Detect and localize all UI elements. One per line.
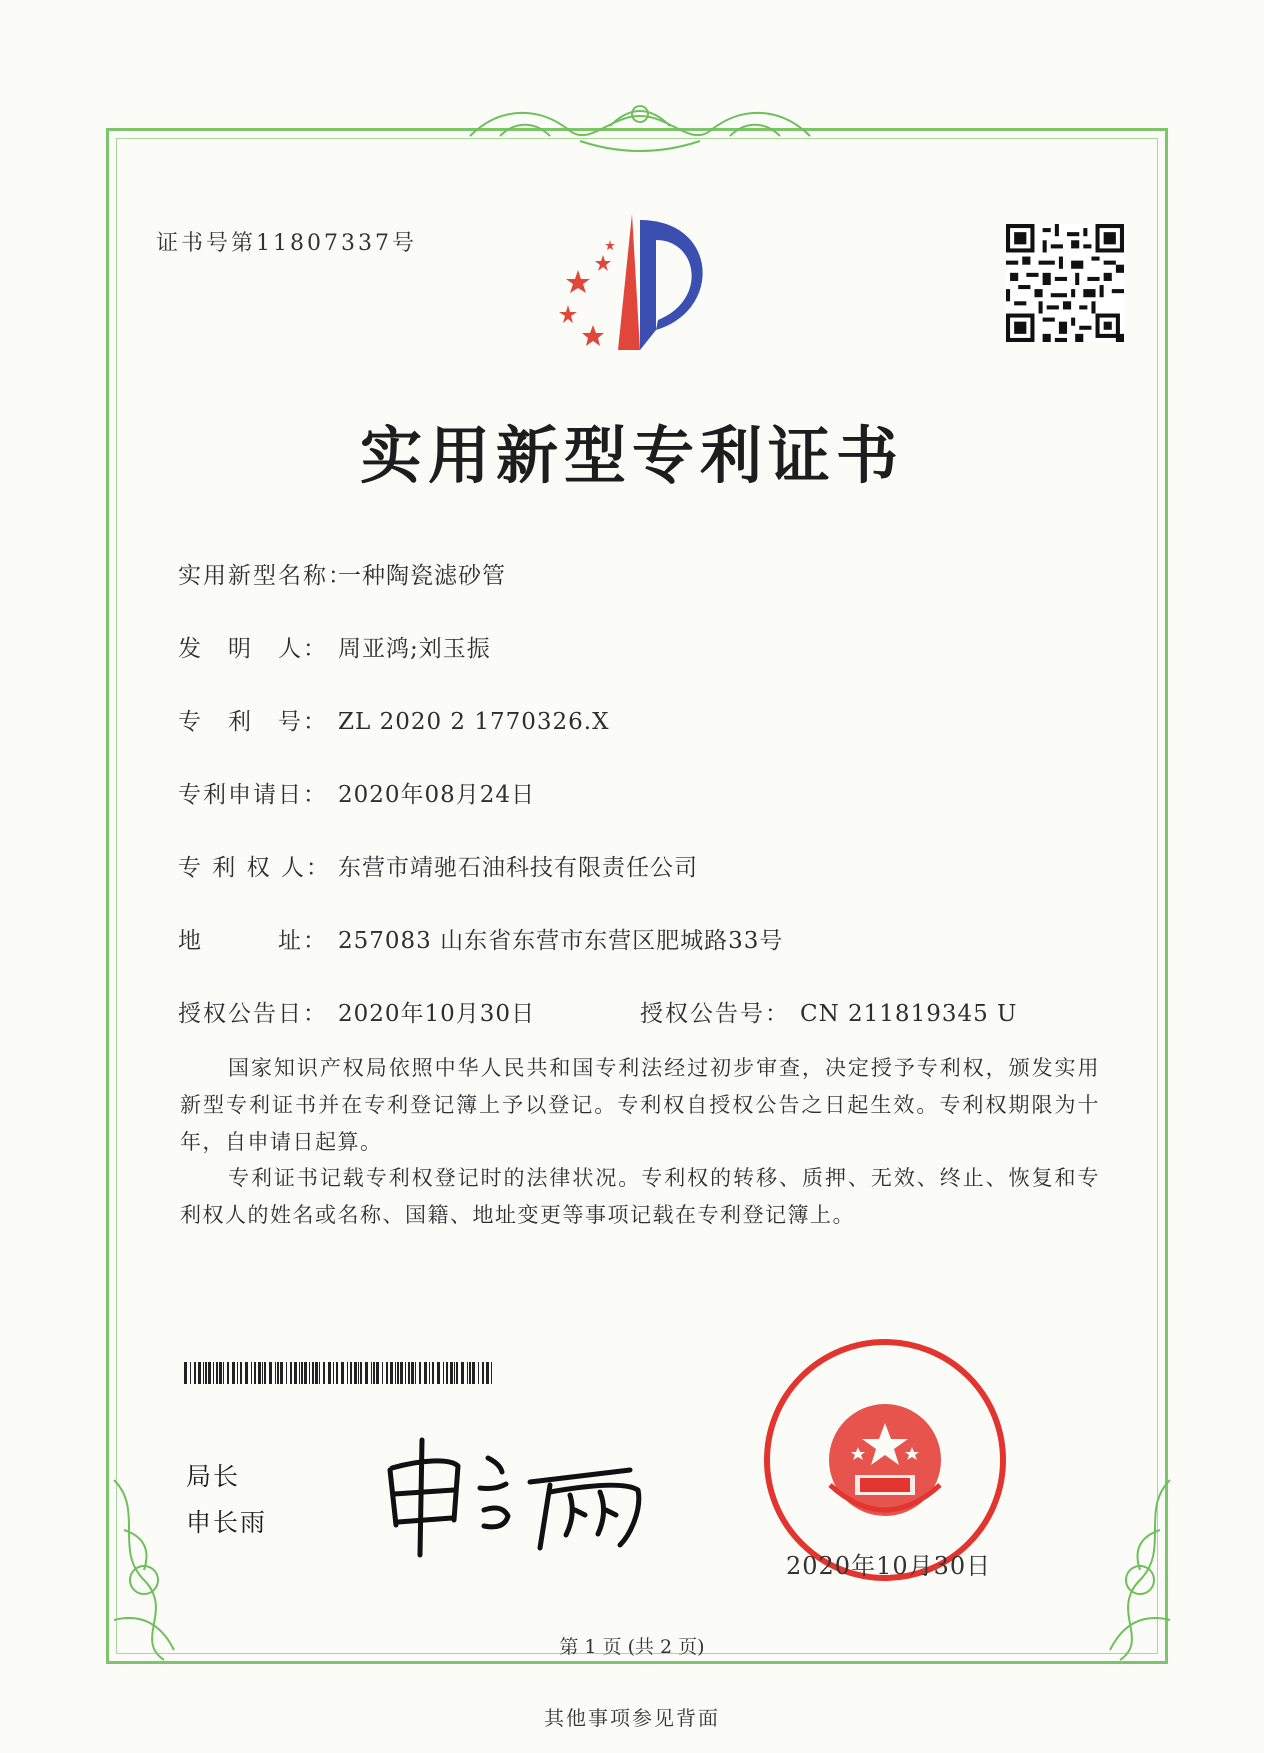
certificate-number: 证书号第11807337号 bbox=[156, 231, 417, 256]
field-value: 周亚鸿;刘玉振 bbox=[338, 636, 491, 662]
director-name: 申长雨 bbox=[186, 1508, 268, 1537]
footer-note: 其他事项参见背面 bbox=[544, 1706, 720, 1730]
top-ornament-icon bbox=[460, 96, 820, 156]
field-label: 专 利 权 人： bbox=[178, 855, 331, 881]
page-indicator: 第 1 页 (共 2 页) bbox=[559, 1636, 705, 1658]
field-label: 授权公告号： bbox=[640, 1001, 790, 1027]
statement-paragraph: 国家知识产权局依照中华人民共和国专利法经过初步审查，决定授予专利权，颁发实用新型专利证书并在专利登记簿上予以登记。专利权自授权公告之日起生效。专利权期限为十年，自申请日起算。 bbox=[180, 1056, 1100, 1154]
field-patentee bbox=[178, 849, 698, 882]
field-label: 专利申请日： bbox=[178, 782, 328, 808]
field-label: 专 利 号： bbox=[178, 709, 328, 735]
field-value: 257083 山东省东营市东营区肥城路33号 bbox=[338, 928, 784, 954]
field-value: 一种陶瓷滤砂管 bbox=[338, 563, 506, 589]
statement-paragraph: 专利证书记载专利权登记时的法律状况。专利权的转移、质押、无效、终止、恢复和专利权人的姓名或名称、国籍、地址变更等事项记载在专利登记簿上。 bbox=[180, 1166, 1100, 1227]
certificate-title: 实用新型专利证书 bbox=[359, 419, 904, 492]
field-label: 地 址： bbox=[178, 928, 328, 954]
field-application-date bbox=[178, 776, 535, 809]
field-label: 发 明 人： bbox=[178, 636, 328, 662]
seal-date: 2020年10月30日 bbox=[786, 1552, 992, 1580]
field-value: 2020年10月30日 bbox=[338, 1001, 536, 1027]
field-value: CN 211819345 U bbox=[800, 1001, 1018, 1027]
field-label: 实用新型名称： bbox=[178, 563, 353, 589]
field-patent-number bbox=[178, 703, 609, 736]
field-utility-model-name bbox=[178, 557, 506, 590]
field-announcement-number bbox=[640, 995, 1017, 1028]
qr-code bbox=[1006, 224, 1124, 342]
field-value: 2020年08月24日 bbox=[338, 782, 536, 808]
field-value: 东营市靖驰石油科技有限责任公司 bbox=[338, 855, 698, 881]
director-title: 局长 bbox=[186, 1462, 241, 1491]
field-grant-date bbox=[178, 995, 535, 1028]
field-label: 授权公告日： bbox=[178, 1001, 328, 1027]
field-address bbox=[178, 922, 783, 955]
field-inventor bbox=[178, 630, 491, 663]
field-value: ZL 2020 2 1770326.X bbox=[338, 709, 610, 735]
cnipa-logo-icon bbox=[548, 210, 728, 360]
barcode bbox=[184, 1362, 494, 1384]
director-signature bbox=[380, 1430, 670, 1560]
